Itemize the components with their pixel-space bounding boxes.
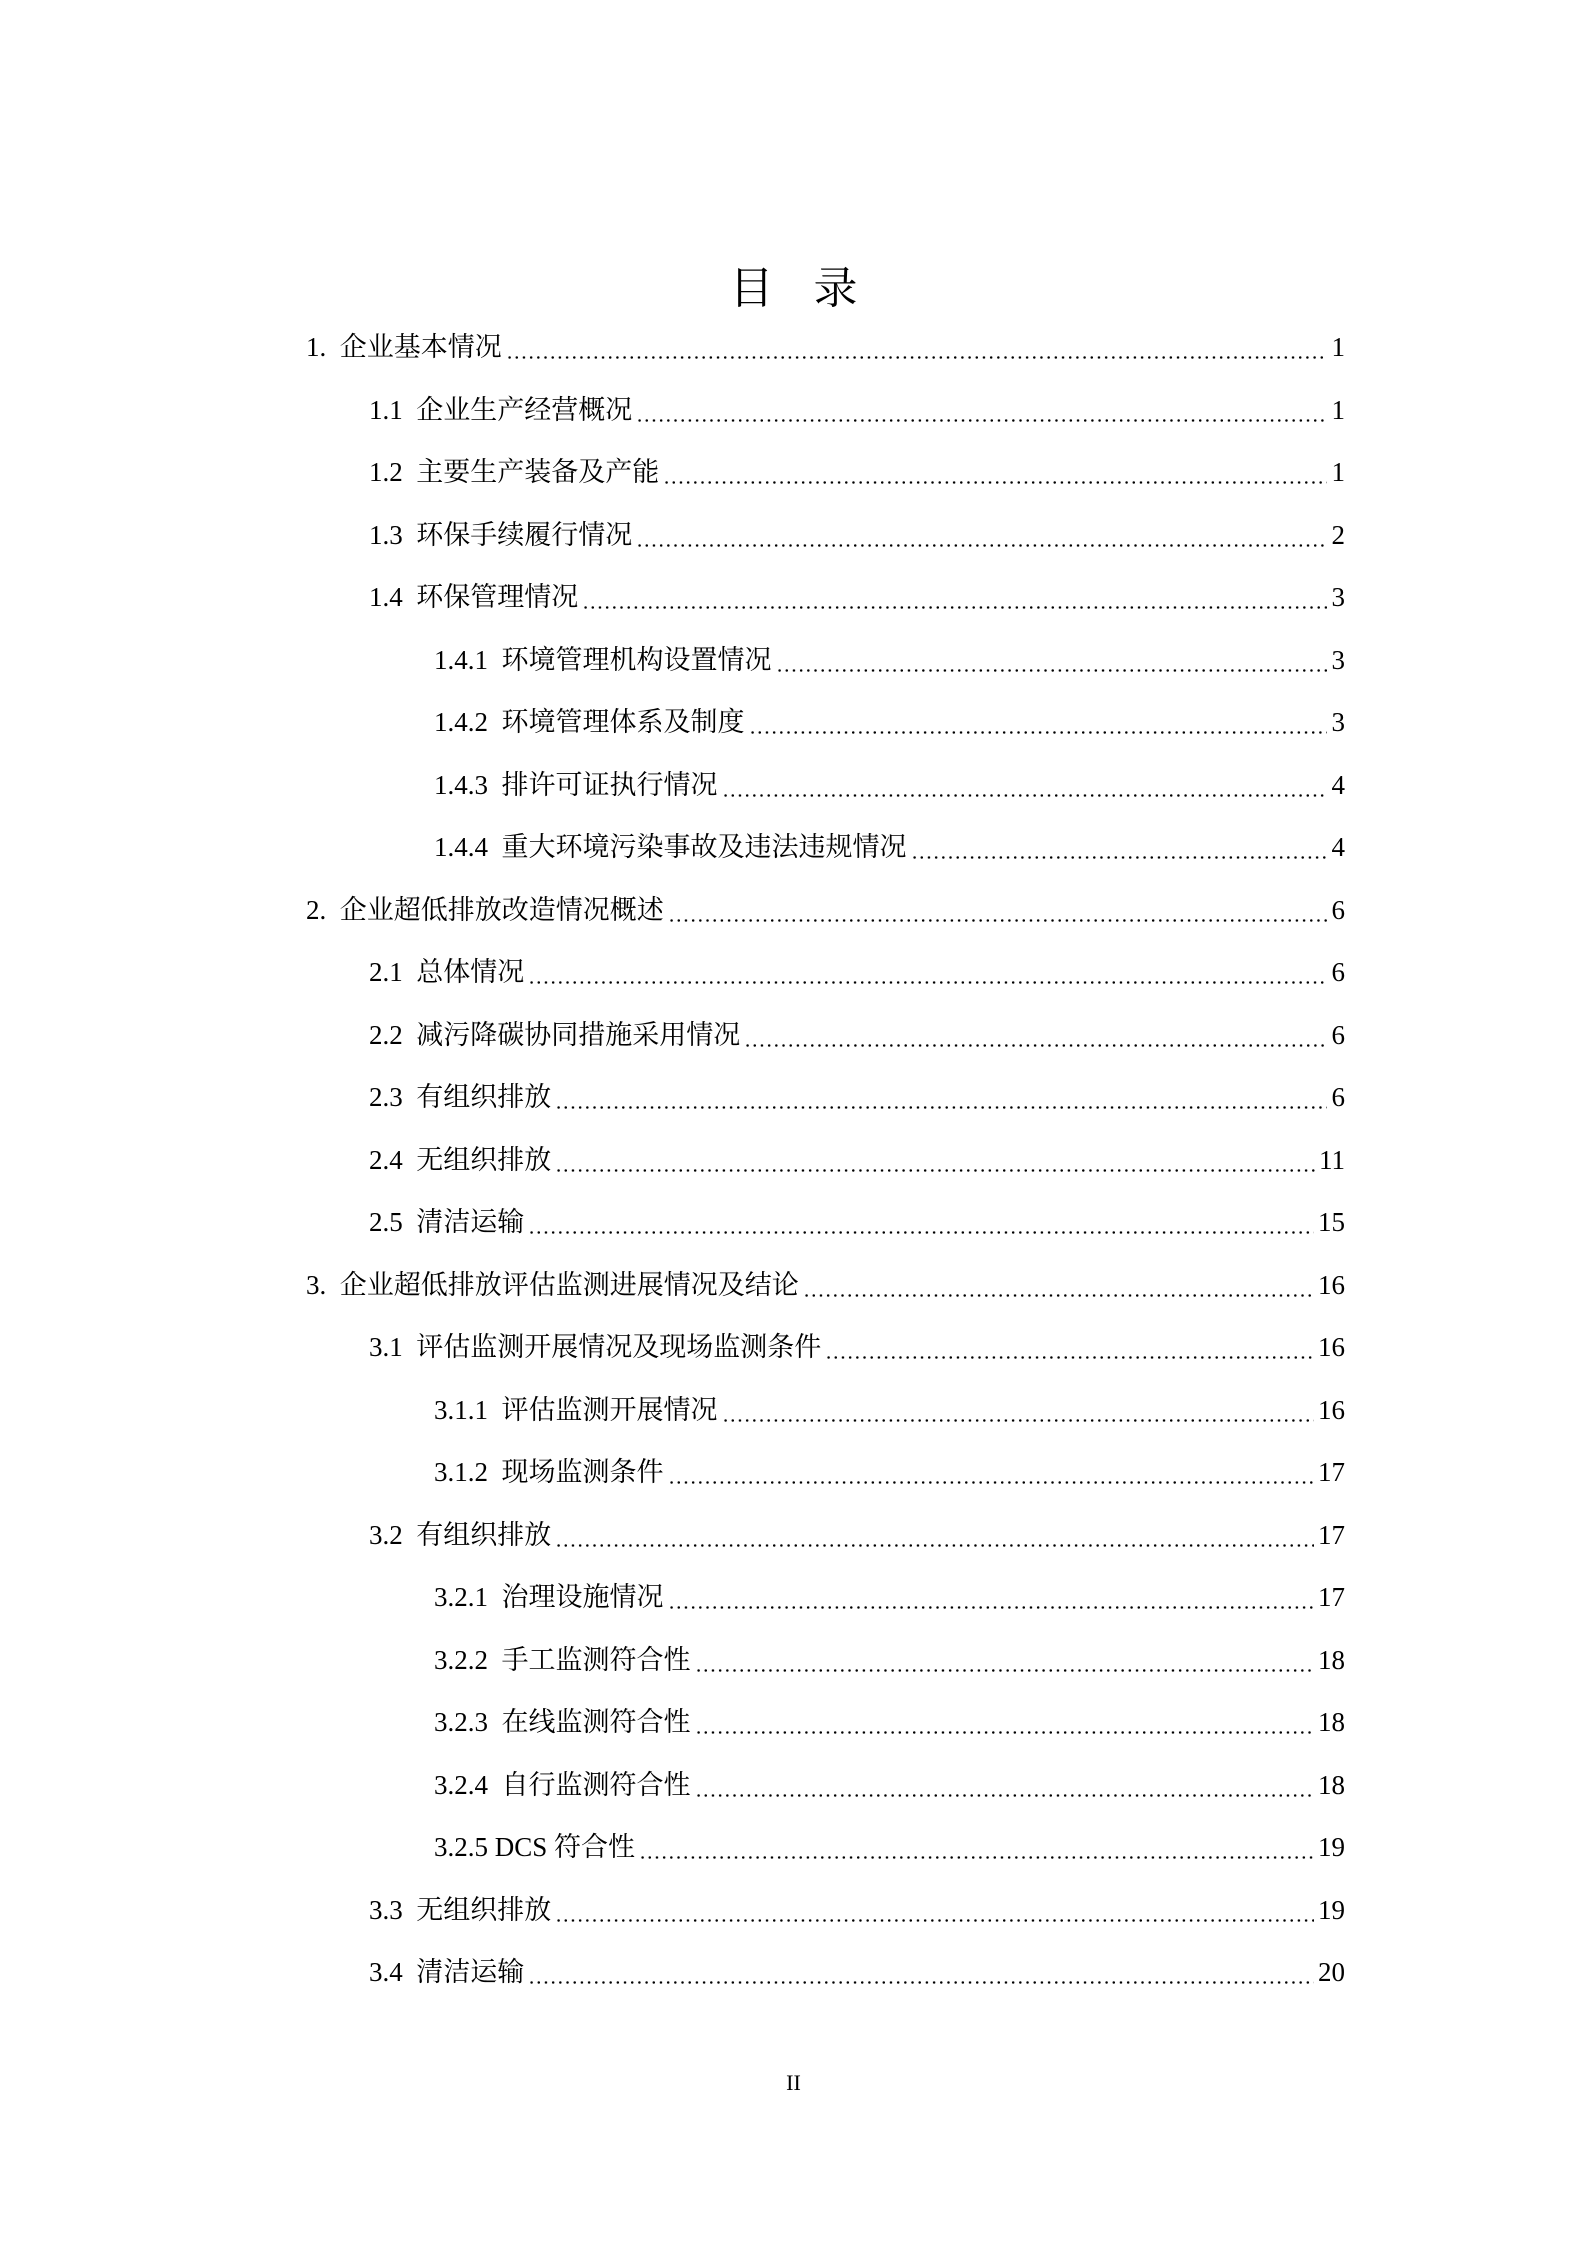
dot-leader xyxy=(803,1254,1314,1316)
toc-entry[interactable] xyxy=(369,1879,1345,1941)
toc-entry-label: 无组织排放 xyxy=(416,1894,552,1925)
toc-entry-number: 3.4 xyxy=(369,1957,417,1987)
toc-entry-page: 1 xyxy=(1331,394,1345,425)
toc-entry-page: 20 xyxy=(1318,1957,1345,1987)
toc-entry[interactable] xyxy=(434,1379,1345,1441)
toc-entry-page: 1 xyxy=(1331,332,1345,362)
toc-entry-label: 有组织排放 xyxy=(416,1082,552,1112)
dot-leader xyxy=(722,1379,1315,1441)
toc-entry-label: 有组织排放 xyxy=(416,1519,552,1550)
toc-entry[interactable] xyxy=(434,754,1345,816)
toc-entry[interactable] xyxy=(434,1566,1345,1628)
dot-leader xyxy=(582,566,1327,628)
toc-entry-number: 1.4.3 xyxy=(434,769,502,800)
dot-leader xyxy=(555,1504,1314,1566)
toc-entry-page: 1 xyxy=(1331,457,1345,487)
toc-entry-label: 企业生产经营概况 xyxy=(416,394,633,425)
toc-entry[interactable] xyxy=(369,1004,1345,1066)
toc-entry[interactable] xyxy=(369,504,1345,566)
dot-leader xyxy=(528,941,1327,1003)
toc-entry-label: 清洁运输 xyxy=(416,1207,525,1237)
toc-entry-label: 环境管理机构设置情况 xyxy=(501,644,772,675)
dot-leader xyxy=(744,1004,1327,1066)
toc-entry-number: 2.4 xyxy=(369,1144,417,1175)
page-number-footer: II xyxy=(786,2070,801,2095)
dot-leader xyxy=(668,1441,1315,1503)
page-title: 目录 xyxy=(729,264,898,313)
toc-entry-page: 17 xyxy=(1318,1457,1345,1487)
toc-entry-page: 19 xyxy=(1318,1832,1345,1862)
toc-entry-page: 18 xyxy=(1318,1707,1345,1737)
toc-entry-number: 1.3 xyxy=(369,519,417,550)
toc-entry[interactable] xyxy=(369,379,1345,441)
toc-entry-number: 2.1 xyxy=(369,957,417,987)
toc-entry[interactable] xyxy=(369,1191,1345,1253)
dot-leader xyxy=(636,379,1327,441)
toc-entry-page: 16 xyxy=(1318,1332,1345,1362)
toc-entry-page: 3 xyxy=(1331,582,1345,612)
dot-leader xyxy=(555,1066,1327,1128)
toc-entry-label: 环保手续履行情况 xyxy=(416,519,633,550)
toc-entry-label: 企业基本情况 xyxy=(339,332,502,362)
toc-entry-number: 3.2.4 xyxy=(434,1769,502,1800)
dot-leader xyxy=(636,504,1327,566)
toc-entry-page: 15 xyxy=(1318,1207,1345,1237)
toc-entry-number: 3.1.2 xyxy=(434,1457,502,1487)
toc-entry-label: 自行监测符合性 xyxy=(501,1769,691,1800)
toc-entry-page: 6 xyxy=(1331,1019,1345,1050)
toc-entry-number: 1.4.4 xyxy=(434,832,502,862)
toc-entry[interactable] xyxy=(434,1629,1345,1691)
toc-entry[interactable] xyxy=(369,1129,1345,1191)
toc-entry-label: 主要生产装备及产能 xyxy=(416,457,660,487)
toc-entry-number: 3.2 xyxy=(369,1519,417,1550)
toc-entry-number: 2.5 xyxy=(369,1207,417,1237)
toc-entry-label: 在线监测符合性 xyxy=(501,1707,691,1737)
toc-entry[interactable] xyxy=(434,816,1345,878)
toc-entry-number: 2.3 xyxy=(369,1082,417,1112)
toc-entry-number: 3.2.3 xyxy=(434,1707,502,1737)
toc-entry-label: 现场监测条件 xyxy=(501,1457,664,1487)
toc-entry-label: 总体情况 xyxy=(416,957,525,987)
toc-entry-number: 3.2.5 xyxy=(434,1832,495,1862)
dot-leader xyxy=(555,1879,1314,1941)
toc-entry-label: 治理设施情况 xyxy=(501,1582,664,1612)
toc-entry[interactable] xyxy=(434,691,1345,753)
toc-entry[interactable] xyxy=(434,1691,1345,1753)
dot-leader xyxy=(695,1754,1315,1816)
toc-entry-number: 3.1 xyxy=(369,1332,417,1362)
toc-entry-page: 19 xyxy=(1318,1894,1345,1925)
toc-entry[interactable] xyxy=(434,1441,1345,1503)
toc-entry[interactable] xyxy=(369,1066,1345,1128)
dot-leader xyxy=(506,316,1327,378)
toc-entry-number: 3. xyxy=(306,1269,340,1300)
toc-entry-label: 评估监测开展情况及现场监测条件 xyxy=(416,1332,822,1362)
toc-entry-label: 环保管理情况 xyxy=(416,582,579,612)
toc-entry[interactable] xyxy=(369,441,1345,503)
dot-leader xyxy=(695,1691,1315,1753)
toc-entry-number: 3.1.1 xyxy=(434,1394,502,1425)
toc-entry-number: 3.3 xyxy=(369,1894,417,1925)
toc-entry-page: 16 xyxy=(1318,1269,1345,1300)
toc-entry[interactable] xyxy=(434,629,1345,691)
dot-leader xyxy=(668,1566,1315,1628)
toc-entry-number: 1.4.2 xyxy=(434,707,502,737)
toc-entry[interactable] xyxy=(306,879,1345,941)
toc-entry-number: 1.4 xyxy=(369,582,417,612)
toc-entry-label: 手工监测符合性 xyxy=(501,1644,691,1675)
toc-entry-label: 减污降碳协同措施采用情况 xyxy=(416,1019,741,1050)
toc-entry-page: 11 xyxy=(1319,1144,1345,1175)
dot-leader xyxy=(528,1941,1314,2003)
toc-entry[interactable] xyxy=(306,316,1345,378)
toc-entry[interactable] xyxy=(434,1754,1345,1816)
toc-entry-number: 2.2 xyxy=(369,1019,417,1050)
toc-entry-page: 17 xyxy=(1318,1519,1345,1550)
toc-entry-page: 6 xyxy=(1331,957,1345,987)
toc-entry-page: 18 xyxy=(1318,1769,1345,1800)
dot-leader xyxy=(749,691,1328,753)
toc-entry-number: 1.2 xyxy=(369,457,417,487)
toc-entry-number: 3.2.2 xyxy=(434,1644,502,1675)
toc-entry[interactable] xyxy=(369,1504,1345,1566)
dot-leader xyxy=(911,816,1328,878)
toc-entry-label: 重大环境污染事故及违法违规情况 xyxy=(501,832,907,862)
dot-leader xyxy=(555,1129,1315,1191)
toc-entry-label: 企业超低排放评估监测进展情况及结论 xyxy=(339,1269,799,1300)
toc-entry[interactable] xyxy=(369,1316,1345,1378)
toc-entry[interactable] xyxy=(369,941,1345,1003)
dot-leader xyxy=(695,1629,1315,1691)
toc-entry-page: 6 xyxy=(1331,894,1345,925)
toc-entry-number: 1.4.1 xyxy=(434,644,502,675)
dot-leader xyxy=(663,441,1327,503)
dot-leader xyxy=(668,879,1327,941)
dot-leader xyxy=(639,1816,1314,1878)
toc-entry-page: 6 xyxy=(1331,1082,1345,1112)
toc-entry-number: 1.1 xyxy=(369,394,417,425)
toc-entry-label: 无组织排放 xyxy=(416,1144,552,1175)
toc-entry[interactable] xyxy=(306,1254,1345,1316)
toc-entry-label: 企业超低排放改造情况概述 xyxy=(339,894,664,925)
dot-leader xyxy=(722,754,1328,816)
dot-leader xyxy=(528,1191,1314,1253)
toc-entry-page: 3 xyxy=(1331,707,1345,737)
toc-entry-label: 清洁运输 xyxy=(416,1957,525,1987)
toc-entry-label: 排许可证执行情况 xyxy=(501,769,718,800)
toc-entry-page: 3 xyxy=(1331,644,1345,675)
toc-entry-page: 2 xyxy=(1331,519,1345,550)
toc-entry[interactable] xyxy=(369,566,1345,628)
toc-entry-number: 3.2.1 xyxy=(434,1582,502,1612)
toc-entry[interactable] xyxy=(434,1816,1345,1878)
toc-entry-label: 评估监测开展情况 xyxy=(501,1394,718,1425)
dot-leader xyxy=(825,1316,1314,1378)
toc-entry-number: 1. xyxy=(306,332,340,362)
toc-entry-label: 环境管理体系及制度 xyxy=(501,707,745,737)
toc-entry[interactable] xyxy=(369,1941,1345,2003)
toc-entry-page: 18 xyxy=(1318,1644,1345,1675)
dot-leader xyxy=(776,629,1328,691)
toc-entry-number: 2. xyxy=(306,894,340,925)
toc-entry-label: DCS 符合性 xyxy=(494,1832,636,1862)
toc-entry-page: 17 xyxy=(1318,1582,1345,1612)
toc-entry-page: 16 xyxy=(1318,1394,1345,1425)
toc-entry-page: 4 xyxy=(1331,769,1345,800)
toc-entry-page: 4 xyxy=(1331,832,1345,862)
